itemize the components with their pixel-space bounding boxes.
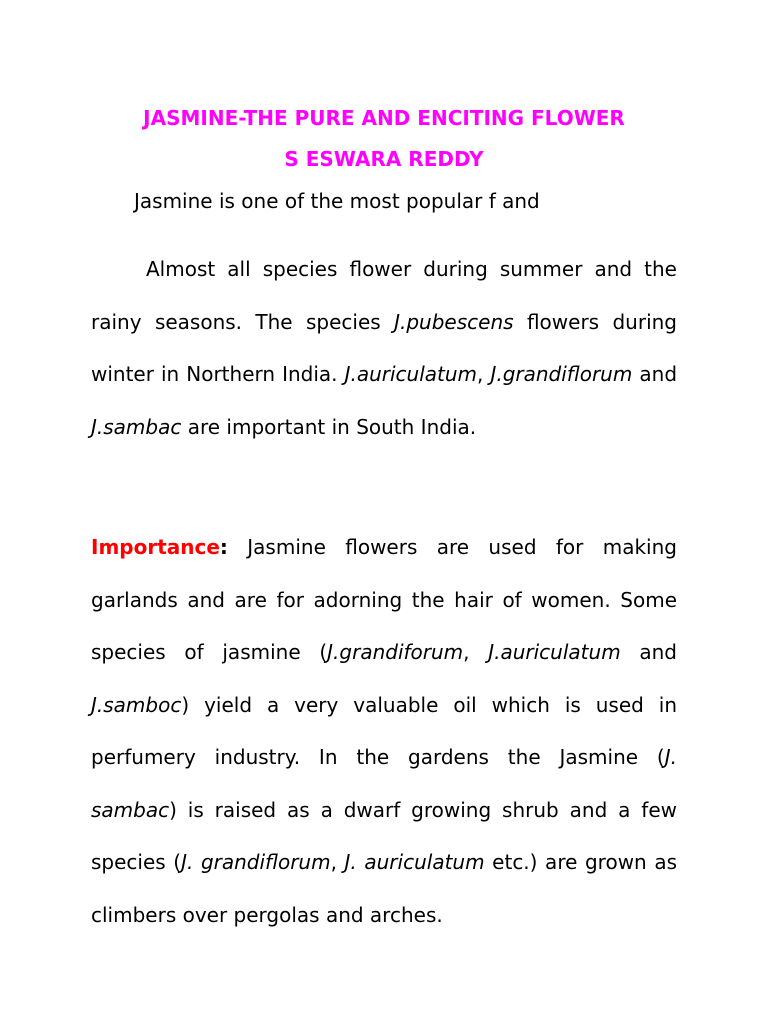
species-name: J.grandiflorum [490, 362, 633, 386]
species-name: J.pubescens [394, 309, 514, 334]
paragraph-text: and [632, 362, 678, 386]
species-name: J.grandiforum [327, 640, 464, 664]
paragraph-text: ) yield a very valuable oil which is used in perfumery industry. In the gardens the Jasmine ( [91, 692, 677, 769]
species-name: J. sambac [91, 745, 677, 822]
paragraph-importance [91, 521, 677, 941]
document-author: S ESWARA REDDY [284, 147, 484, 171]
importance-heading: Importance [91, 535, 220, 559]
paragraph-text: ) is raised as a dwarf growing shrub and a few species ( [91, 797, 677, 874]
paragraph-species [91, 243, 677, 453]
species-name: J.auriculatum [344, 362, 478, 386]
intro-line: Jasmine is one of the most popular f and [134, 189, 540, 213]
species-name: J.auriculatum [488, 640, 621, 664]
paragraph-text: and [620, 640, 677, 664]
species-name: J. grandiflorum [181, 850, 331, 874]
heading-colon: : [219, 535, 228, 559]
paragraph-text: flowers during winter in Northern India. [91, 309, 678, 386]
paragraph-text: , [463, 640, 489, 664]
paragraph-text: are important in South India. [181, 414, 477, 439]
paragraph-text: Almost all species flower during summer and the rainy seasons. The species [91, 257, 677, 334]
paragraph-text: Jasmine flowers are used for making garlands and are for adorning the hair of women. Some species of jasmine ( [91, 535, 677, 664]
paragraph-text: , [330, 850, 345, 874]
paragraph-text: , [477, 362, 491, 386]
species-name: J.samboc [91, 692, 182, 717]
species-name: J.sambac [91, 414, 182, 439]
species-name: J. auriculatum [344, 850, 485, 874]
paragraph-text: etc.) are grown as climbers over pergolas and arches. [91, 850, 677, 927]
document-title: JASMINE-THE PURE AND ENCITING FLOWER [143, 106, 625, 130]
